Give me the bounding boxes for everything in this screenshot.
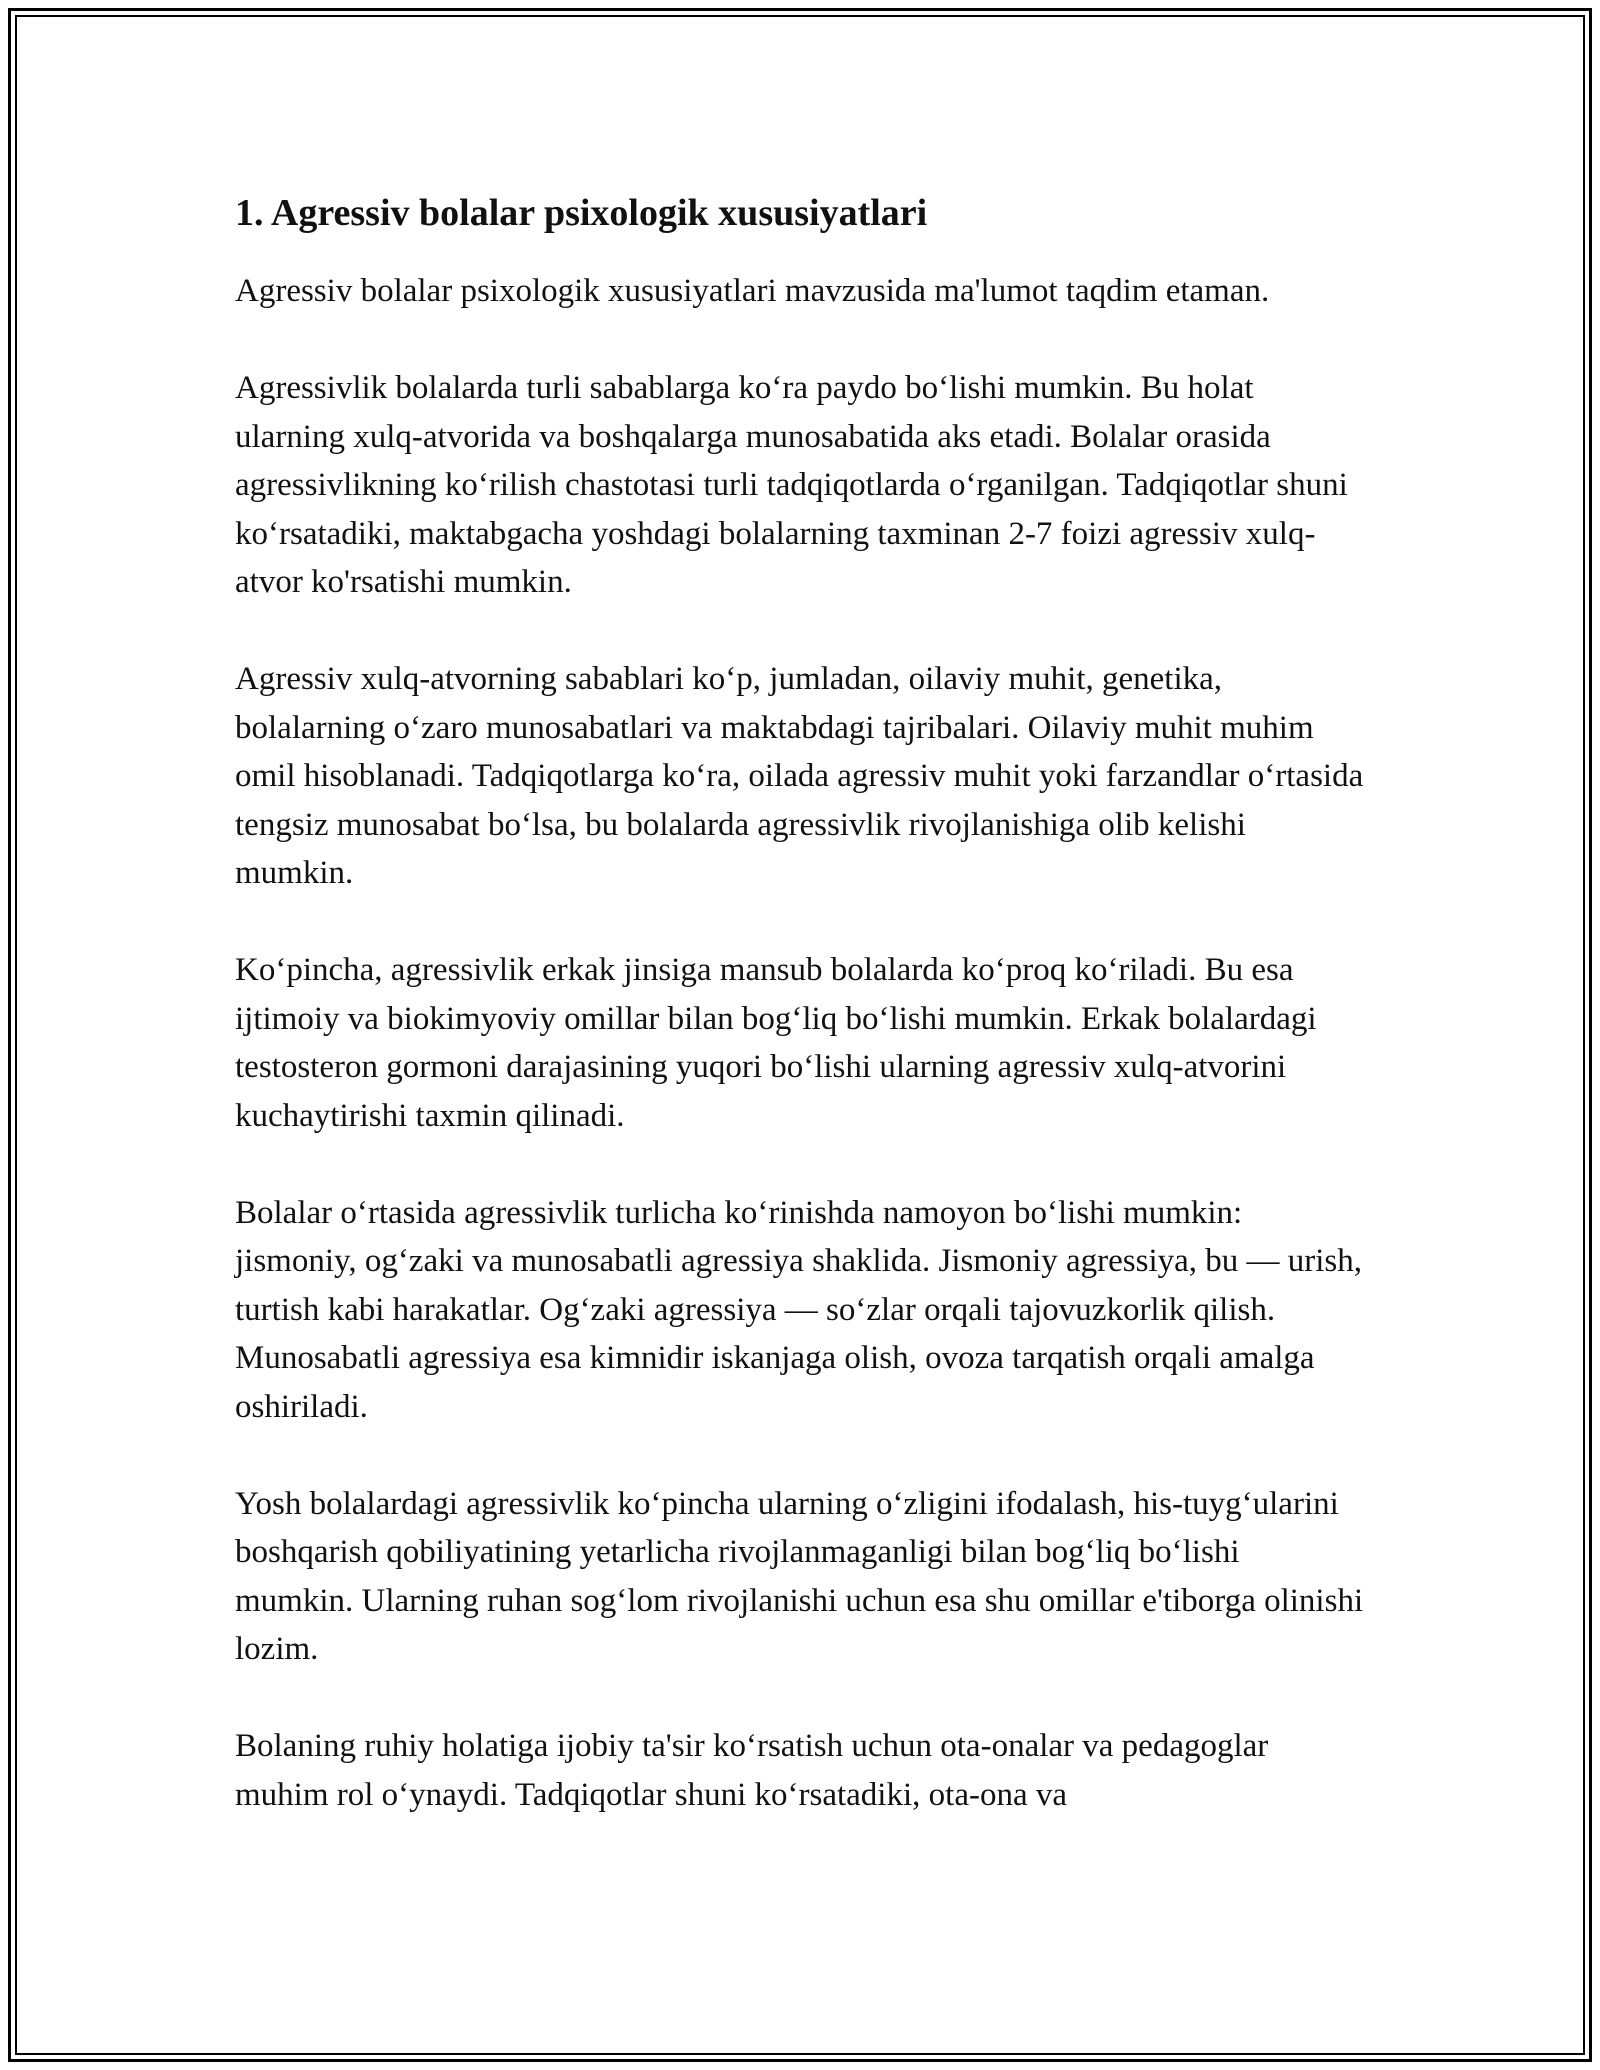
paragraph-gender-factors: Ko‘pincha, agressivlik erkak jinsiga mansub bolalarda ko‘proq ko‘riladi. Bu esa ijtimoiy va biokimyoviy omillar bilan bog‘liq bo‘lishi mumkin. Erkak bolalardagi testosteron gormoni darajasining yuqori bo‘lishi ularning agressiv xulq-atvorini kuchaytirishi taxmin qilinadi. (235, 952, 1317, 1134)
paragraph-aggression-types: Bolalar o‘rtasida agressivlik turlicha ko‘rinishda namoyon bo‘lishi mumkin: jismoniy, og‘zaki va munosabatli agressiya shaklida. Jismoniy agressiya, bu — urish, turtish kabi harakatlar. Og‘zaki agressiya — so‘zlar orqali tajovuzkorlik qilish. Munosabatli agressiya esa kimnidir iskanjaga olish, ovoza tarqatish orqali amalga oshiriladi. (235, 1194, 1363, 1425)
paragraph-causes-overview: Agressivlik bolalarda turli sabablarga ko‘ra paydo bo‘lishi mumkin. Bu holat ularning xulq-atvorida va boshqalarga munosabatida aks etadi. Bolalar orasida agressivlikning ko‘rilish chastotasi turli tadqiqotlarda o‘rganilgan. Tadqiqotlar shuni ko‘rsatadiki, maktabgacha yoshdagi bolalarning taxminan 2-7 foizi agressiv xulq-atvor ko'rsatishi mumkin. (235, 370, 1348, 600)
paragraph-intro: Agressiv bolalar psixologik xususiyatlari mavzusida ma'lumot taqdim etaman. (235, 273, 1270, 309)
section-heading: 1. Agressiv bolalar psixologik xususiyatlari (235, 192, 928, 234)
paragraph-family-environment: Agressiv xulq-atvorning sabablari ko‘p, jumladan, oilaviy muhit, genetika, bolalarning o‘zaro munosabatlari va maktabdagi tajribalari. Oilaviy muhit muhim omil hisoblanadi. Tadqiqotlarga ko‘ra, oilada agressiv muhit yoki farzandlar o‘rtasida tengsiz munosabat bo‘lsa, bu bolalarda agressivlik rivojlanishiga olib kelishi mumkin. (235, 661, 1364, 891)
paragraph-emotional-regulation: Yosh bolalardagi agressivlik ko‘pincha ularning o‘zligini ifodalash, his-tuyg‘ularini boshqarish qobiliyatining yetarlicha rivojlanmaganligi bilan bog‘liq bo‘lishi mumkin. Ularning ruhan sog‘lom rivojlanishi uchun esa shu omillar e'tiborga olinishi lozim. (235, 1485, 1364, 1667)
document-body (235, 185, 1365, 1868)
paragraph-parents-role: Bolaning ruhiy holatiga ijobiy ta'sir ko‘rsatish uchun ota-onalar va pedagoglar muhim rol o‘ynaydi. Tadqiqotlar shuni ko‘rsatadiki, ota-ona va (235, 1728, 1269, 1813)
